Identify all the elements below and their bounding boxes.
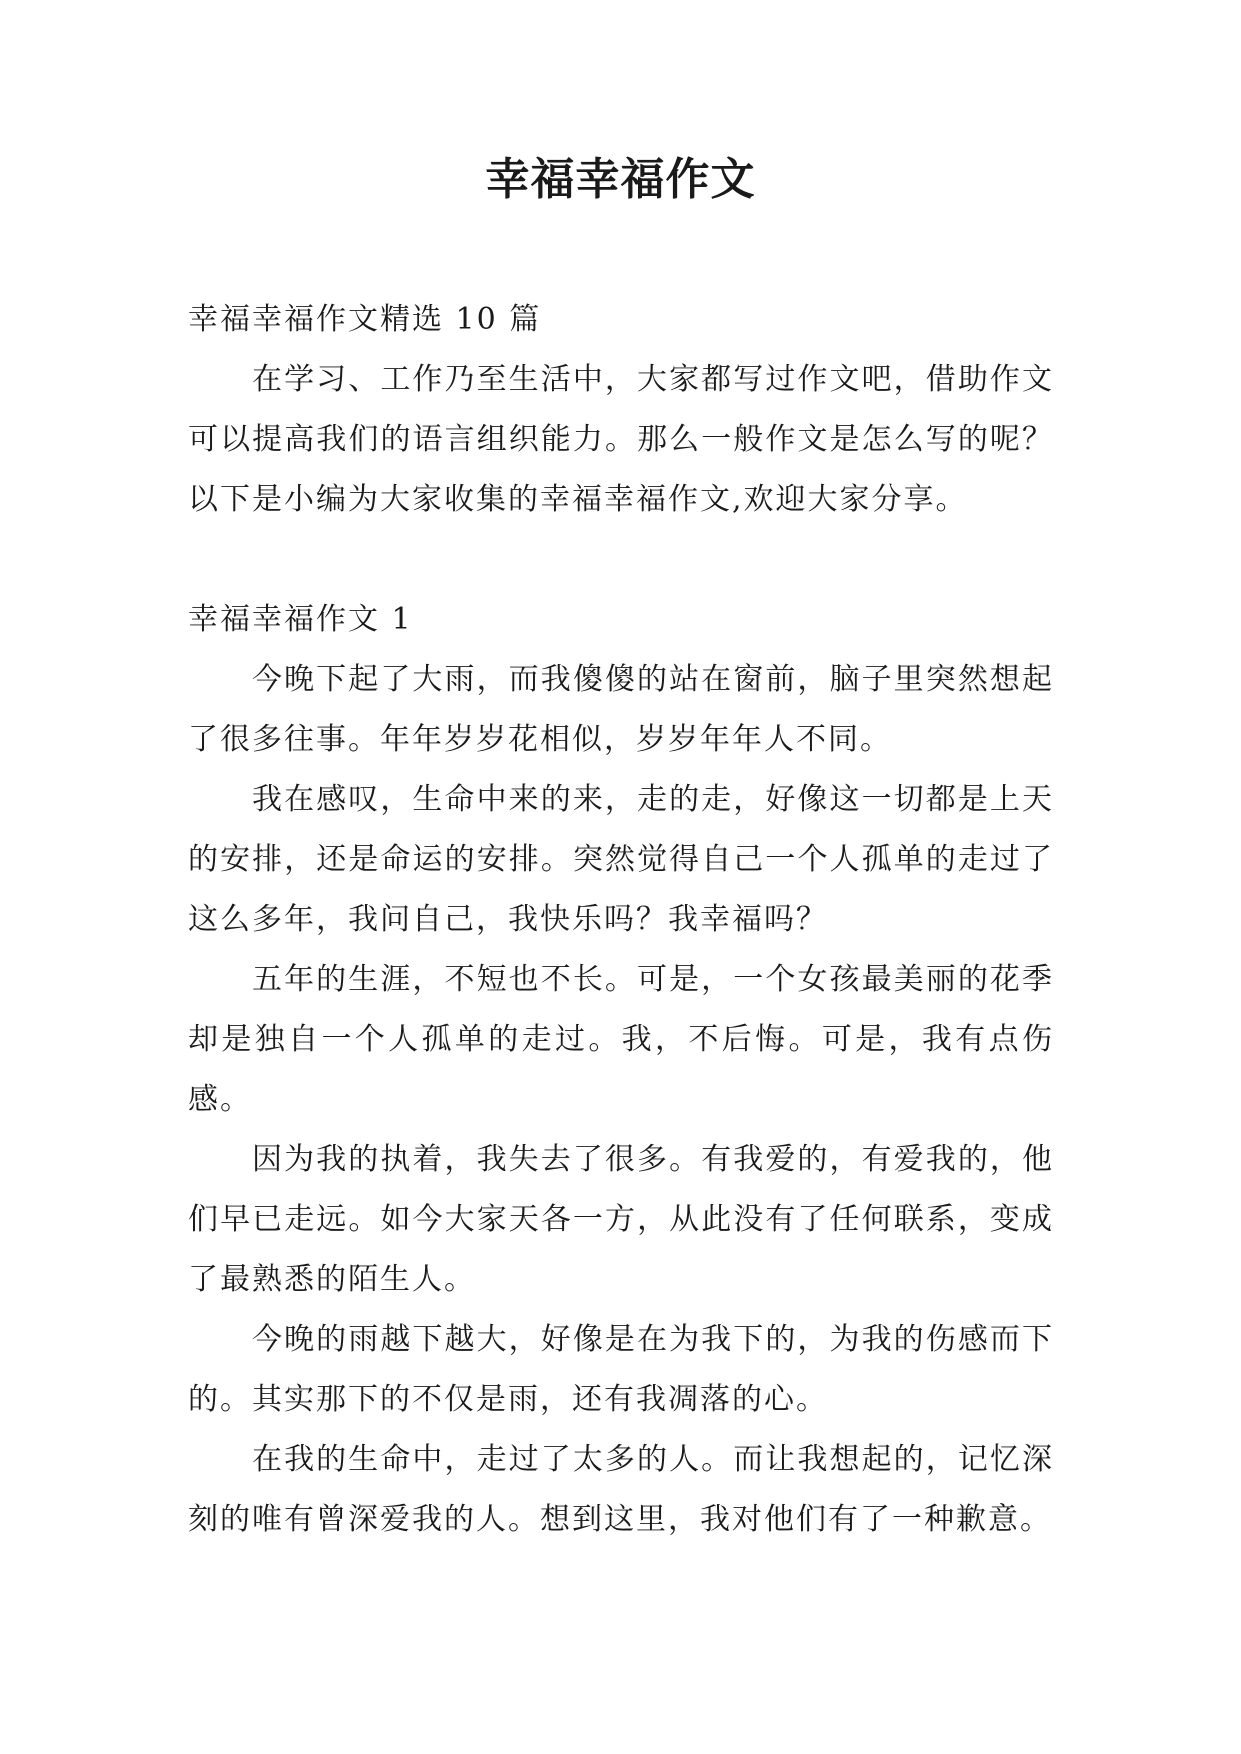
body-paragraph: 今晚的雨越下越大，好像是在为我下的，为我的伤感而下的。其实那下的不仅是雨，还有我凋落的心。 <box>188 1322 1054 1417</box>
intro-paragraph: 在学习、工作乃至生活中，大家都写过作文吧，借助作文可以提高我们的语言组织能力。那么一般作文是怎么写的呢？以下是小编为大家收集的幸福幸福作文,欢迎大家分享。 <box>188 362 1054 517</box>
body-paragraph: 在我的生命中，走过了太多的人。而让我想起的，记忆深刻的唯有曾深爱我的人。想到这里，我对他们有了一种歉意。 <box>188 1442 1054 1537</box>
body-paragraph: 我在感叹，生命中来的来，走的走，好像这一切都是上天的安排，还是命运的安排。突然觉得自己一个人孤单的走过了这么多年，我问自己，我快乐吗？我幸福吗？ <box>188 782 1054 937</box>
section-heading: 幸福幸福作文 1 <box>188 602 413 637</box>
document-body <box>188 290 1054 1550</box>
document-title: 幸福幸福作文 <box>485 154 756 205</box>
body-paragraph: 今晚下起了大雨，而我傻傻的站在窗前，脑子里突然想起了很多往事。年年岁岁花相似，岁岁年年人不同。 <box>188 662 1054 757</box>
body-paragraph: 五年的生涯，不短也不长。可是，一个女孩最美丽的花季却是独自一个人孤单的走过。我，不后悔。可是，我有点伤感。 <box>188 962 1054 1117</box>
body-paragraph: 因为我的执着，我失去了很多。有我爱的，有爱我的，他们早已走远。如今大家天各一方，从此没有了任何联系，变成了最熟悉的陌生人。 <box>188 1142 1054 1297</box>
intro-heading: 幸福幸福作文精选 10 篇 <box>188 302 542 337</box>
section-spacer <box>188 530 1054 590</box>
